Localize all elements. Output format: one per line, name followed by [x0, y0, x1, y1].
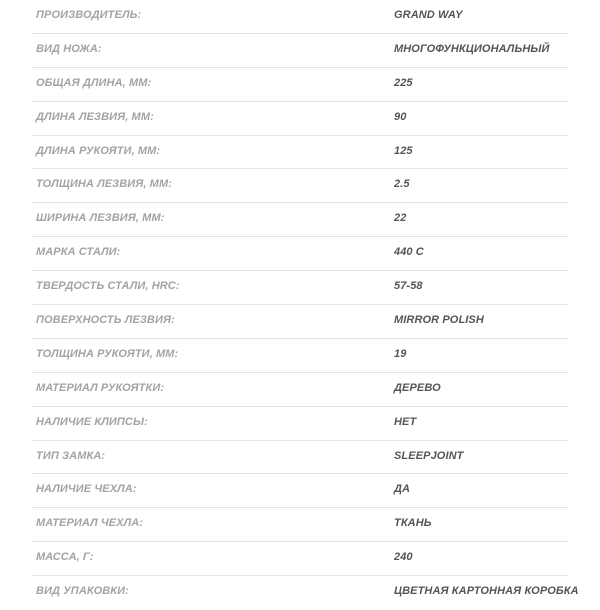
- spec-value: ЦВЕТНАЯ КАРТОННАЯ КОРОБКА: [394, 585, 579, 598]
- spec-label: ТОЛЩИНА ЛЕЗВИЯ, ММ:: [36, 178, 172, 191]
- spec-row-blade-length: [32, 102, 568, 136]
- spec-value: ДА: [394, 483, 411, 496]
- spec-value: МНОГОФУНКЦИОНАЛЬНЫЙ: [394, 42, 550, 55]
- spec-value: 90: [394, 110, 407, 123]
- spec-label: МАТЕРИАЛ ЧЕХЛА:: [36, 517, 144, 530]
- spec-label: ВИД НОЖА:: [36, 42, 102, 55]
- spec-row-manufacturer: [32, 0, 568, 34]
- spec-value: 240: [394, 551, 413, 564]
- spec-label: ОБЩАЯ ДЛИНА, ММ:: [36, 76, 152, 89]
- spec-row-steel-hardness: [32, 271, 568, 305]
- spec-label: ПОВЕРХНОСТЬ ЛЕЗВИЯ:: [36, 314, 175, 327]
- spec-value: 2.5: [394, 178, 410, 191]
- spec-label: МАТЕРИАЛ РУКОЯТКИ:: [36, 381, 165, 394]
- spec-label: НАЛИЧИЕ КЛИПСЫ:: [36, 415, 148, 428]
- spec-label: НАЛИЧИЕ ЧЕХЛА:: [36, 483, 137, 496]
- spec-label: ТВЕРДОСТЬ СТАЛИ, HRC:: [36, 280, 180, 293]
- spec-row-blade-finish: [32, 305, 568, 339]
- spec-row-handle-thickness: [32, 339, 568, 373]
- spec-row-handle-length: [32, 136, 568, 170]
- spec-row-sheath: [32, 474, 568, 508]
- spec-value: GRAND WAY: [394, 9, 463, 21]
- spec-value: 57-58: [394, 280, 423, 293]
- spec-value: НЕТ: [394, 415, 417, 428]
- spec-value: 22: [394, 212, 407, 225]
- spec-row-total-length: [32, 68, 568, 102]
- spec-row-knife-type: [32, 34, 568, 68]
- spec-row-blade-width: [32, 203, 568, 237]
- spec-label: ДЛИНА ЛЕЗВИЯ, ММ:: [36, 110, 154, 123]
- spec-row-sheath-material: [32, 508, 568, 542]
- spec-label: ШИРИНА ЛЕЗВИЯ, ММ:: [36, 212, 165, 225]
- spec-value: 125: [394, 144, 413, 157]
- spec-label: ПРОИЗВОДИТЕЛЬ:: [36, 9, 142, 21]
- spec-row-steel-grade: [32, 237, 568, 271]
- spec-value: MIRROR POLISH: [394, 314, 484, 327]
- spec-row-weight: [32, 542, 568, 576]
- spec-row-clip: [32, 407, 568, 441]
- spec-label: МАССА, Г:: [36, 551, 94, 564]
- spec-value: SLEEPJOINT: [394, 449, 464, 462]
- spec-row-lock-type: [32, 441, 568, 475]
- spec-label: ДЛИНА РУКОЯТИ, ММ:: [36, 144, 161, 157]
- spec-value: ТКАНЬ: [394, 517, 432, 530]
- spec-label: ТИП ЗАМКА:: [36, 449, 106, 462]
- spec-value: 19: [394, 347, 407, 360]
- spec-value: ДЕРЕВО: [394, 381, 441, 394]
- spec-row-packaging: [32, 576, 579, 610]
- spec-row-handle-material: [32, 373, 568, 407]
- spec-label: ВИД УПАКОВКИ:: [36, 585, 129, 598]
- specifications-table: [32, 0, 579, 610]
- spec-value: 440 C: [394, 246, 424, 259]
- spec-label: МАРКА СТАЛИ:: [36, 246, 121, 259]
- spec-label: ТОЛЩИНА РУКОЯТИ, ММ:: [36, 347, 179, 360]
- spec-row-blade-thickness: [32, 169, 568, 203]
- spec-value: 225: [394, 76, 413, 89]
